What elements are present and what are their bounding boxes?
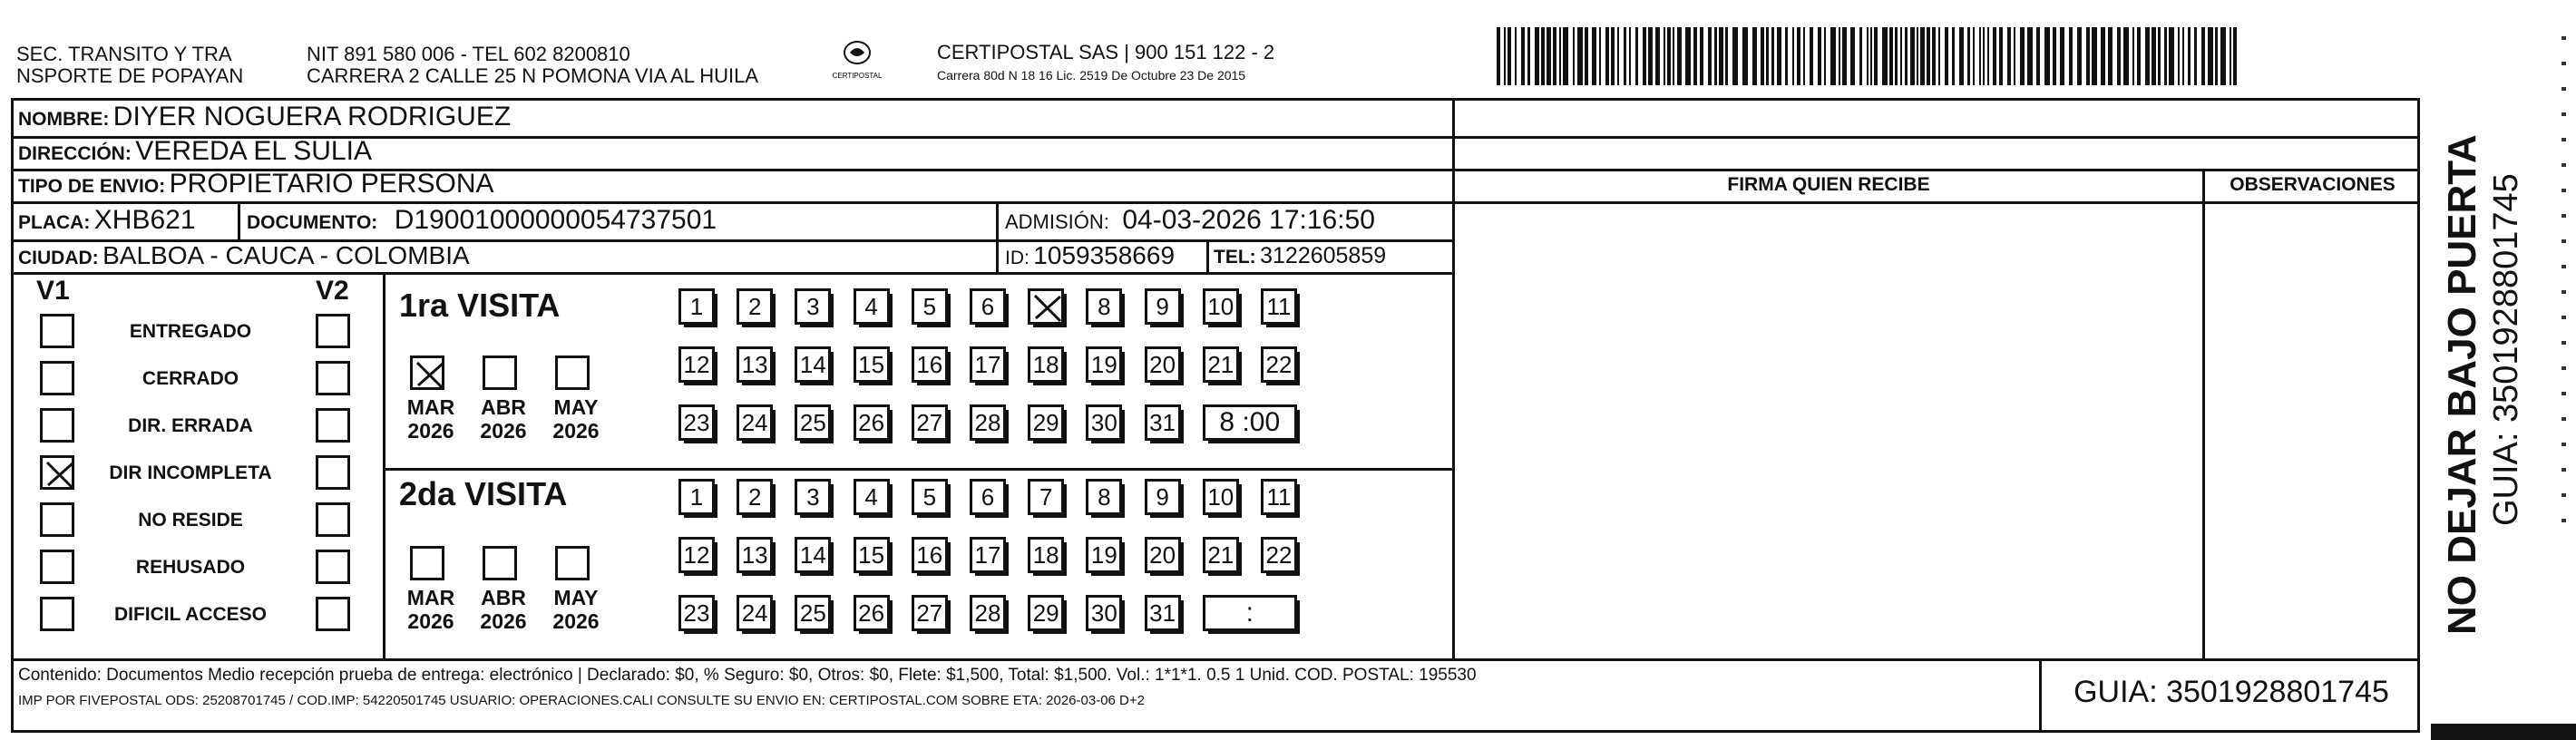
admision-label: ADMISIÓN: <box>1005 210 1109 233</box>
barcode-bar <box>2044 27 2050 85</box>
barcode-bar <box>1559 27 1561 85</box>
barcode-bar <box>1541 27 1545 85</box>
barcode-bar <box>1882 27 1888 85</box>
barcode-bar <box>1585 27 1588 85</box>
barcode-bar <box>1611 27 1615 85</box>
barcode-bar <box>2208 27 2213 85</box>
barcode-bar <box>1959 27 1964 85</box>
tel-row <box>1214 243 1386 269</box>
barcode-bar <box>1810 27 1813 85</box>
barcode-bar <box>1803 27 1805 85</box>
visit-day-box[interactable]: 30 <box>1086 595 1122 631</box>
edge-tick <box>2561 214 2566 218</box>
barcode-bar <box>1927 27 1930 85</box>
company-line: CERTIPOSTAL SAS | 900 151 122 - 2 <box>937 41 1275 63</box>
visit-day-box[interactable]: 1 <box>678 479 715 515</box>
logo-text: CERTIPOSTAL <box>832 72 883 80</box>
barcode-bar <box>1497 27 1500 85</box>
visit-day-box[interactable]: 26 <box>854 595 890 631</box>
barcode-bar <box>2053 27 2056 85</box>
barcode-bar <box>1917 27 1918 85</box>
status-v1-checkbox[interactable] <box>40 314 74 348</box>
barcode-bar <box>1677 27 1682 85</box>
edge-tick <box>2561 316 2566 319</box>
imp-line: IMP POR FIVEPOSTAL ODS: 25208701745 / COD.IMP: 54220501745 USUARIO: OPERACIONES.CALI CONSULTE SU ENVIO EN: CERTIPOSTAL.COM SOBRE ETA: 2026-03-06 D+2 <box>18 693 1145 708</box>
nombre-row <box>18 102 511 132</box>
barcode-bar <box>1999 27 2003 85</box>
barcode-bar <box>1515 27 1517 85</box>
barcode-bar <box>1655 27 1660 85</box>
barcode-bar <box>2007 27 2011 85</box>
visit-day-box[interactable]: 30 <box>1086 404 1122 441</box>
visit-month-checkbox[interactable] <box>410 355 444 390</box>
v2-header: V2 <box>316 276 349 306</box>
barcode-bar <box>1777 27 1781 85</box>
edge-tick <box>2561 112 2566 116</box>
visit-month-checkbox[interactable] <box>410 546 444 580</box>
barcode-bar <box>1725 27 1728 85</box>
barcode-bar <box>2101 27 2105 85</box>
visit1-title: 1ra VISITA <box>399 287 561 324</box>
visit-time-box[interactable]: 8 :00 <box>1203 404 1297 441</box>
visit-day-box[interactable]: 26 <box>854 404 890 441</box>
barcode-bar <box>2060 27 2064 85</box>
visit-day-box[interactable]: 8 <box>1086 479 1122 515</box>
barcode-bar <box>2152 27 2156 85</box>
barcode-bar <box>2036 27 2040 85</box>
visit-day-box[interactable]: 3 <box>795 288 831 325</box>
edge-tick <box>2561 265 2566 268</box>
visit-day-box[interactable]: 10 <box>1203 479 1239 515</box>
barcode-bar <box>1673 27 1674 85</box>
status-label: CERRADO <box>141 368 239 389</box>
barcode <box>1497 27 2240 85</box>
barcode-bar <box>2182 27 2184 85</box>
visit-month-label: MAY <box>553 395 599 419</box>
ciudad-value: BALBOA - CAUCA - COLOMBIA <box>102 241 470 269</box>
barcode-bar <box>1785 27 1788 85</box>
barcode-bar <box>1577 27 1583 85</box>
observaciones-header: OBSERVACIONES <box>2230 174 2395 195</box>
status-label: DIR. ERRADA <box>128 415 253 436</box>
barcode-bar <box>1573 27 1575 85</box>
visit-day-box[interactable]: 27 <box>912 595 948 631</box>
direccion-value: VEREDA EL SULIA <box>135 136 372 166</box>
visit-year-label: 2026 <box>407 419 454 443</box>
visit-day-box[interactable]: 11 <box>1261 479 1297 515</box>
status-v2-checkbox[interactable] <box>316 502 350 537</box>
visit-day-box[interactable]: 17 <box>970 346 1006 383</box>
status-v1-checkbox[interactable] <box>40 408 74 443</box>
barcode-bar <box>1648 27 1653 85</box>
barcode-bar <box>2086 27 2090 85</box>
barcode-bar <box>2194 27 2197 85</box>
edge-tick <box>2561 36 2566 40</box>
barcode-bar <box>1870 27 1872 85</box>
barcode-bar <box>2215 27 2218 85</box>
barcode-bar <box>1797 27 1800 85</box>
placa-value: XHB621 <box>93 205 196 235</box>
visit-day-box[interactable]: 3 <box>795 479 831 515</box>
license-line: Carrera 80d N 18 16 Lic. 2519 De Octubre 23 De 2015 <box>937 68 1246 83</box>
visit-month-checkbox[interactable] <box>555 355 590 390</box>
barcode-bar <box>2069 27 2073 85</box>
edge-ticks <box>2561 36 2567 544</box>
visit2-title: 2da VISITA <box>399 475 568 512</box>
barcode-bar <box>1714 27 1717 85</box>
barcode-bar <box>1792 27 1794 85</box>
visit-day-box[interactable]: 5 <box>912 479 948 515</box>
visit-day-box[interactable]: 15 <box>854 537 890 573</box>
barcode-bar <box>2188 27 2191 85</box>
visit-day-box[interactable]: 9 <box>1145 288 1181 325</box>
visit-day-box[interactable]: 16 <box>912 346 948 383</box>
id-label: ID: <box>1005 248 1029 268</box>
barcode-bar <box>1987 27 1989 85</box>
ciudad-row <box>18 241 470 270</box>
barcode-bar <box>1874 27 1878 85</box>
visit-day-box[interactable]: 31 <box>1145 404 1181 441</box>
status-v2-checkbox[interactable] <box>316 550 350 584</box>
visit-day-box[interactable]: 19 <box>1086 537 1122 573</box>
barcode-bar <box>1945 27 1948 85</box>
barcode-bar <box>1504 27 1506 85</box>
status-v2-checkbox[interactable] <box>316 455 350 490</box>
edge-tick <box>2561 468 2566 472</box>
visit-day-box[interactable]: 11 <box>1261 288 1297 325</box>
barcode-bar <box>1535 27 1539 85</box>
barcode-bar <box>2230 27 2231 85</box>
visit-day-box[interactable]: 28 <box>970 595 1006 631</box>
visit-day-box[interactable]: 23 <box>678 404 715 441</box>
barcode-bar <box>2092 27 2097 85</box>
barcode-bar <box>1664 27 1665 85</box>
barcode-bar <box>1952 27 1955 85</box>
visit-day-box[interactable]: 6 <box>970 288 1006 325</box>
visit-year-label: 2026 <box>407 609 454 633</box>
status-v1-checkbox[interactable] <box>40 502 74 537</box>
visit-day-box[interactable]: 24 <box>737 595 773 631</box>
status-v2-checkbox[interactable] <box>316 314 350 348</box>
barcode-bar <box>2169 27 2174 85</box>
visit-day-box[interactable]: 21 <box>1203 346 1239 383</box>
placa-label: PLACA: <box>18 212 91 233</box>
barcode-bar <box>1752 27 1757 85</box>
visit-day-box[interactable] <box>1028 288 1064 325</box>
barcode-bar <box>1742 27 1748 85</box>
contenido-line: Contenido: Documentos Medio recepción prueba de entrega: electrónico | Declarado: $0, % Seguro: $0, Otros: $0, Flete: $1,500, Total: $1,500. Vol.: 1*1*1. 0.5 1 Unid. COD. POSTAL: 195530 <box>18 666 1477 685</box>
visit-day-box[interactable]: 16 <box>912 537 948 573</box>
barcode-bar <box>2178 27 2180 85</box>
documento-value: D19001000000054737501 <box>394 205 717 235</box>
status-label: DIFICIL ACCESO <box>113 604 267 625</box>
edge-tick <box>2561 163 2566 167</box>
visit-month-label: MAR <box>406 586 455 609</box>
visit-time-box[interactable]: : <box>1203 595 1297 631</box>
edge-tick <box>2561 290 2566 294</box>
barcode-bar <box>1761 27 1764 85</box>
barcode-bar <box>1900 27 1902 85</box>
visit-month-label: MAY <box>553 586 599 609</box>
visit-month-label: ABR <box>481 395 526 419</box>
visit-day-box[interactable]: 1 <box>678 288 715 325</box>
barcode-bar <box>1635 27 1638 85</box>
visit-day-box[interactable]: 13 <box>737 537 773 573</box>
barcode-bar <box>1605 27 1609 85</box>
barcode-bar <box>1700 27 1703 85</box>
visit-year-label: 2026 <box>480 609 527 633</box>
barcode-bar <box>1592 27 1596 85</box>
visit-year-label: 2026 <box>480 419 527 443</box>
documento-label: DOCUMENTO: <box>247 212 378 233</box>
edge-tick <box>2561 493 2566 497</box>
barcode-bar <box>1732 27 1738 85</box>
barcode-bar <box>2027 27 2033 85</box>
edge-tick <box>2561 519 2566 522</box>
edge-tick <box>2561 62 2566 65</box>
status-v1-checkbox[interactable] <box>40 361 74 395</box>
visit-day-box[interactable]: 25 <box>795 595 831 631</box>
barcode-bar <box>2145 27 2150 85</box>
barcode-bar <box>2123 27 2129 85</box>
barcode-bar <box>1667 27 1671 85</box>
ciudad-label: CIUDAD: <box>18 248 99 268</box>
visit-month-label: ABR <box>481 586 526 609</box>
documento-row <box>247 205 717 236</box>
barcode-bar <box>1708 27 1712 85</box>
admision-row <box>1005 205 1375 236</box>
status-v2-checkbox[interactable] <box>316 408 350 443</box>
visit-day-box[interactable]: 8 <box>1086 288 1122 325</box>
visit-day-box[interactable]: 23 <box>678 595 715 631</box>
barcode-bar <box>1895 27 1898 85</box>
visit-year-label: 2026 <box>552 609 600 633</box>
status-label: REHUSADO <box>135 557 246 578</box>
barcode-bar <box>1859 27 1862 85</box>
barcode-bar <box>1993 27 1996 85</box>
nombre-value: DIYER NOGUERA RODRIGUEZ <box>112 102 512 131</box>
barcode-bar <box>1824 27 1826 85</box>
footer-guia: GUIA: 3501928801745 <box>2073 675 2389 709</box>
visit-month-checkbox[interactable] <box>483 355 517 390</box>
edge-tick <box>2561 239 2566 243</box>
visit-day-box[interactable]: 2 <box>737 479 773 515</box>
visit-day-box[interactable]: 14 <box>795 537 831 573</box>
side-panel <box>2431 100 2540 644</box>
barcode-bar <box>1719 27 1723 85</box>
visit-day-box[interactable]: 29 <box>1028 595 1064 631</box>
barcode-bar <box>1905 27 1908 85</box>
visit-day-box[interactable]: 12 <box>678 346 715 383</box>
barcode-bar <box>1527 27 1530 85</box>
visit-year-label: 2026 <box>552 419 600 443</box>
sender-name-line1: SEC. TRANSITO Y TRA <box>16 43 232 65</box>
visit-day-box[interactable]: 10 <box>1203 288 1239 325</box>
placa-row <box>18 205 196 236</box>
barcode-bar <box>1867 27 1869 85</box>
visit-day-box[interactable]: 6 <box>970 479 1006 515</box>
sender-address: CARRERA 2 CALLE 25 N POMONA VIA AL HUILA <box>307 64 759 87</box>
barcode-bar <box>1910 27 1915 85</box>
visit-day-box[interactable]: 7 <box>1028 479 1064 515</box>
barcode-bar <box>2137 27 2141 85</box>
barcode-bar <box>1967 27 1970 85</box>
visit-day-box[interactable]: 18 <box>1028 537 1064 573</box>
visit-month-label: MAR <box>406 395 455 419</box>
barcode-bar <box>1553 27 1556 85</box>
visit-day-box[interactable]: 21 <box>1203 537 1239 573</box>
barcode-bar <box>2108 27 2113 85</box>
barcode-bar <box>1685 27 1691 85</box>
visit-day-box[interactable]: 22 <box>1261 537 1297 573</box>
barcode-bar <box>2158 27 2161 85</box>
barcode-bar <box>1547 27 1551 85</box>
barcode-bar <box>1771 27 1774 85</box>
status-v1-checkbox[interactable] <box>40 550 74 584</box>
status-label: ENTREGADO <box>129 321 252 342</box>
barcode-bar <box>1839 27 1840 85</box>
status-v2-checkbox[interactable] <box>316 597 350 631</box>
certipostal-logo <box>821 36 893 82</box>
barcode-bar <box>1617 27 1619 85</box>
edge-tick <box>2561 341 2566 345</box>
barcode-bar <box>1842 27 1847 85</box>
visit-day-box[interactable]: 9 <box>1145 479 1181 515</box>
barcode-bar <box>1979 27 1981 85</box>
no-dejar-bajo-puerta: NO DEJAR BAJO PUERTA <box>2440 134 2484 635</box>
barcode-bar <box>1932 27 1936 85</box>
id-value: 1059358669 <box>1033 241 1176 269</box>
visit-day-box[interactable]: 4 <box>854 479 890 515</box>
firma-header: FIRMA QUIEN RECIBE <box>1727 174 1930 195</box>
barcode-bar <box>1693 27 1697 85</box>
barcode-bar <box>1624 27 1626 85</box>
edge-tick <box>2561 417 2566 421</box>
status-label: DIR INCOMPLETA <box>109 462 272 483</box>
status-v1-checkbox[interactable] <box>40 597 74 631</box>
status-v2-checkbox[interactable] <box>316 361 350 395</box>
visit-day-box[interactable]: 15 <box>854 346 890 383</box>
visit-day-box[interactable]: 28 <box>970 404 1006 441</box>
sender-nit: NIT 891 580 006 - TEL 602 8200810 <box>307 43 630 65</box>
barcode-bar <box>1629 27 1631 85</box>
edge-tick <box>2561 189 2566 192</box>
visit-day-box[interactable]: 24 <box>737 404 773 441</box>
barcode-bar <box>2020 27 2025 85</box>
visit-day-box[interactable]: 27 <box>912 404 948 441</box>
visit-day-box[interactable]: 19 <box>1086 346 1122 383</box>
edge-tick <box>2561 392 2566 395</box>
barcode-bar <box>1521 27 1525 85</box>
visit-day-box[interactable]: 12 <box>678 537 715 573</box>
barcode-bar <box>2077 27 2082 85</box>
barcode-bar <box>1599 27 1601 85</box>
visit-day-box[interactable]: 14 <box>795 346 831 383</box>
visit-day-box[interactable]: 29 <box>1028 404 1064 441</box>
visit-day-box[interactable]: 22 <box>1261 346 1297 383</box>
edge-tick <box>2561 87 2566 91</box>
visit-day-box[interactable]: 17 <box>970 537 1006 573</box>
edge-tick <box>2561 138 2566 141</box>
edge-marks-icon <box>2561 36 2567 544</box>
visit-day-box[interactable]: 25 <box>795 404 831 441</box>
tipo-value: PROPIETARIO PERSONA <box>169 169 494 199</box>
barcode-bar <box>2220 27 2226 85</box>
barcode-bar <box>1830 27 1836 85</box>
visit-day-box[interactable]: 4 <box>854 288 890 325</box>
tel-label: TEL: <box>1214 247 1256 268</box>
barcode-bar <box>1818 27 1821 85</box>
visit-day-box[interactable]: 13 <box>737 346 773 383</box>
nombre-label: NOMBRE: <box>18 109 110 130</box>
status-v1-checkbox[interactable] <box>40 455 74 490</box>
barcode-icon <box>1497 27 2240 85</box>
barcode-bar <box>1938 27 1940 85</box>
visit-day-box[interactable]: 31 <box>1145 595 1181 631</box>
admision-value: 04-03-2026 17:16:50 <box>1122 205 1375 235</box>
direccion-label: DIRECCIÓN: <box>18 143 132 164</box>
barcode-bar <box>2164 27 2167 85</box>
visit-month-checkbox[interactable] <box>555 546 590 580</box>
visit-day-box[interactable]: 20 <box>1145 346 1181 383</box>
barcode-bar <box>1973 27 1975 85</box>
barcode-bar <box>1920 27 1925 85</box>
visit-day-box[interactable]: 2 <box>737 288 773 325</box>
barcode-bar <box>1983 27 1985 85</box>
visit-day-box[interactable]: 18 <box>1028 346 1064 383</box>
barcode-bar <box>2014 27 2015 85</box>
barcode-bar <box>1889 27 1893 85</box>
barcode-bar <box>2117 27 2121 85</box>
side-guia: GUIA: 3501928801745 <box>2487 173 2525 526</box>
barcode-bar <box>1766 27 1769 85</box>
direccion-row <box>18 136 372 167</box>
visit-month-checkbox[interactable] <box>483 546 517 580</box>
barcode-bar <box>2132 27 2134 85</box>
visit-day-box[interactable]: 5 <box>912 288 948 325</box>
tipo-row <box>18 169 494 200</box>
barcode-bar <box>1850 27 1855 85</box>
v1-header: V1 <box>36 276 70 306</box>
bottom-edge-bar <box>2431 724 2576 740</box>
sender-name-line2: NSPORTE DE POPAYAN <box>16 64 244 87</box>
barcode-bar <box>1563 27 1568 85</box>
barcode-bar <box>1643 27 1646 85</box>
edge-tick <box>2561 443 2566 446</box>
barcode-bar <box>2201 27 2205 85</box>
id-row <box>1005 241 1175 270</box>
status-label: NO RESIDE <box>138 510 243 531</box>
visit-day-box[interactable]: 20 <box>1145 537 1181 573</box>
barcode-bar <box>2233 27 2237 85</box>
logo-mark-icon <box>821 36 893 82</box>
barcode-bar <box>1508 27 1511 85</box>
edge-tick <box>2561 366 2566 370</box>
tel-value: 3122605859 <box>1260 243 1387 268</box>
tipo-label: TIPO DE ENVIO: <box>18 176 166 197</box>
